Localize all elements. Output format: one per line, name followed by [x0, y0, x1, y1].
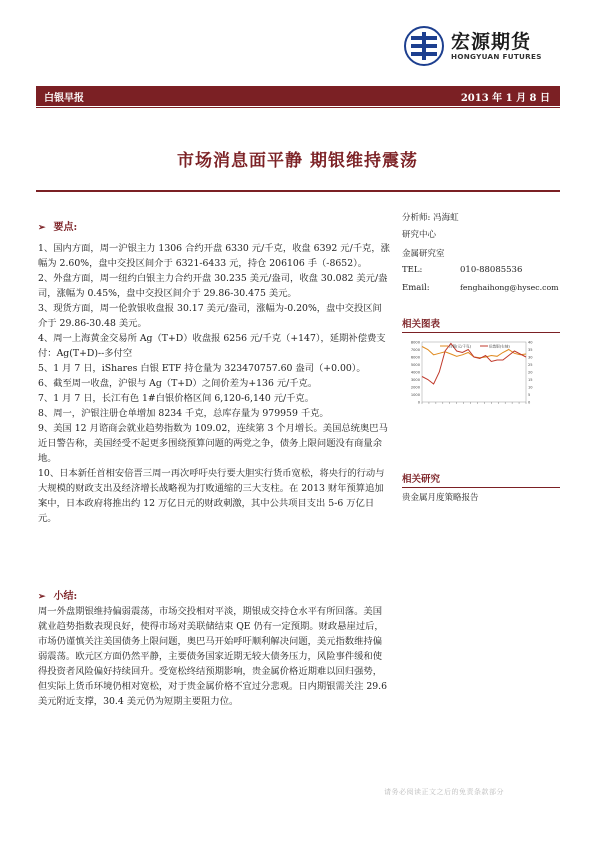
analyst-tel-value: 010-88085536: [460, 265, 523, 275]
disclaimer-footer: 请务必阅读正文之后的免责条款部分: [384, 788, 504, 796]
y-tick-right: 35: [528, 348, 533, 352]
related-chart-heading: 相关图表: [402, 316, 560, 333]
key-point-item: 5、1 月 7 日，iShares 白银 ETF 持仓量为 323470757.60 盎司（+0.00）。: [38, 363, 366, 374]
y-tick-right: 0: [528, 400, 531, 405]
analyst-email-label: Email:: [402, 283, 430, 293]
brand-name-cn: 宏源期货: [451, 31, 532, 53]
hongyuan-logo-icon: [404, 26, 444, 66]
key-points-label: 要点:: [53, 222, 78, 233]
key-point-item: 8、周一，沪银注册仓单增加 8234 千克，总库存量为 979959 千克。: [38, 408, 329, 419]
y-tick-left: 6000: [410, 355, 420, 360]
y-tick-left: 8000: [410, 340, 420, 345]
y-tick-left: 3000: [410, 378, 420, 382]
analyst-email-value[interactable]: fenghaihong@hysec.com: [460, 283, 559, 292]
silver-price-chart: [402, 336, 544, 418]
key-point-item: 10、日本新任首相安倍晋三周一再次呼吁央行要大胆实行货币宽松，将央行的行动与大规模的财政支出及经济增长战略视为打败通缩的三大支柱。在 2013 财年预算追加案中，日本政府将推出约 12 万亿日元的财政刺激，其中公共项目支出 5-6 万亿日元。: [38, 468, 385, 524]
y-tick-right: 40: [528, 340, 533, 345]
analyst-dept: 研究中心: [402, 230, 437, 240]
legend-label: 白银(元/千克): [449, 344, 471, 349]
y-tick-right: 20: [528, 370, 533, 375]
key-point-item: 9、美国 12 月谘商会就业趋势指数为 109.02，连续第 3 个月增长。美国总统奥巴马近日警告称，美国经受不起更多围绕预算问题的两党之争，债务上限问题没有商量余地。: [38, 423, 388, 464]
key-points-heading: [38, 218, 77, 233]
y-tick-right: 25: [528, 363, 533, 367]
summary-heading: [38, 587, 77, 602]
arrow-bullet-icon: ➢: [38, 592, 46, 602]
analyst-name: 分析师: 冯海虹: [402, 213, 459, 223]
related-research-heading: 相关研究: [402, 471, 560, 488]
y-tick-left: 1000: [410, 393, 420, 397]
y-tick-right: 15: [528, 378, 533, 382]
company-logo: [404, 24, 554, 68]
key-point-item: 7、1 月 7 日，长江有色 1#白银价格区间 6,120-6,140 元/千克。: [38, 393, 315, 404]
summary-text: [38, 604, 390, 709]
key-point-item: 4、周一上海黄金交易所 Ag（T+D）收盘报 6256 元/千克（+147），延期补偿费支付：Ag(T+D)--多付空: [38, 333, 386, 359]
y-tick-right: 30: [528, 355, 533, 360]
y-tick-left: 5000: [410, 363, 420, 367]
key-point-item: 6、截至周一收盘，沪银与 Ag（T+D）之间价差为+136 元/千克。: [38, 378, 318, 389]
legend-label: 伦敦银(右轴): [489, 344, 510, 349]
summary-label: 小结:: [53, 591, 78, 602]
title-divider: [36, 190, 560, 192]
report-date: 2013 年 1 月 8 日: [460, 93, 550, 104]
key-point-item: 1、国内方面，周一沪银主力 1306 合约开盘 6330 元/千克，收盘 6392 元/千克，涨幅为 2.60%，盘中交投区间介于 6321-6433 元，持仓 206106 手（-8652）。: [38, 243, 390, 269]
analyst-team: 金属研究室: [402, 249, 445, 259]
y-tick-left: 7000: [410, 348, 420, 352]
report-header-bar: [36, 86, 560, 106]
summary-paragraph: 周一外盘期银维持偏弱震荡，市场交投相对平淡，期银成交持仓水平有所回落。美国就业趋势指数表现良好，使得市场对美联储结束 QE 仍有一定预期。财政悬崖过后，市场仍谨慎关注美国债务上限问题，奥巴马开始呼吁顺利解决问题，美元指数维持偏弱震荡。欧元区方面仍然平静，主要债务国家近期无较大债务压力，风险事件缓和使得投资者风险偏好持续回升。受宽松终结预期影响，贵金属价格近期难以回归强势，但实际上货币环境仍相对宽松，对于贵金属价格不宜过分悲观。日内期银需关注 29.6 美元附近支撑，30.4 美元仍为短期主要阻力位。: [38, 606, 388, 707]
y-tick-left: 4000: [410, 370, 420, 375]
header-divider: [36, 107, 560, 108]
page-title: 市场消息面平静 期银维持震荡: [177, 151, 418, 171]
research-item[interactable]: 贵金属月度策略报告: [402, 493, 479, 503]
brand-name-en: HONGYUAN FUTURES: [451, 52, 542, 61]
analyst-tel-label: TEL:: [402, 265, 423, 275]
report-type: 白银早报: [44, 93, 84, 104]
y-tick-right: 5: [528, 393, 531, 397]
key-point-item: 2、外盘方面，周一纽约白银主力合约开盘 30.235 美元/盎司，收盘 30.082 美元/盎司，涨幅为 0.45%，盘中交投区间介于 29.86-30.475 美元。: [38, 273, 388, 299]
arrow-bullet-icon: ➢: [38, 223, 46, 233]
y-tick-left: 2000: [410, 385, 420, 390]
y-tick-right: 10: [528, 385, 533, 390]
key-points-list: [38, 241, 390, 526]
y-tick-left: 0: [417, 400, 420, 405]
key-point-item: 3、现货方面，周一伦敦银收盘报 30.17 美元/盎司，涨幅为-0.20%，盘中交投区间介于 29.86-30.48 美元。: [38, 303, 382, 329]
